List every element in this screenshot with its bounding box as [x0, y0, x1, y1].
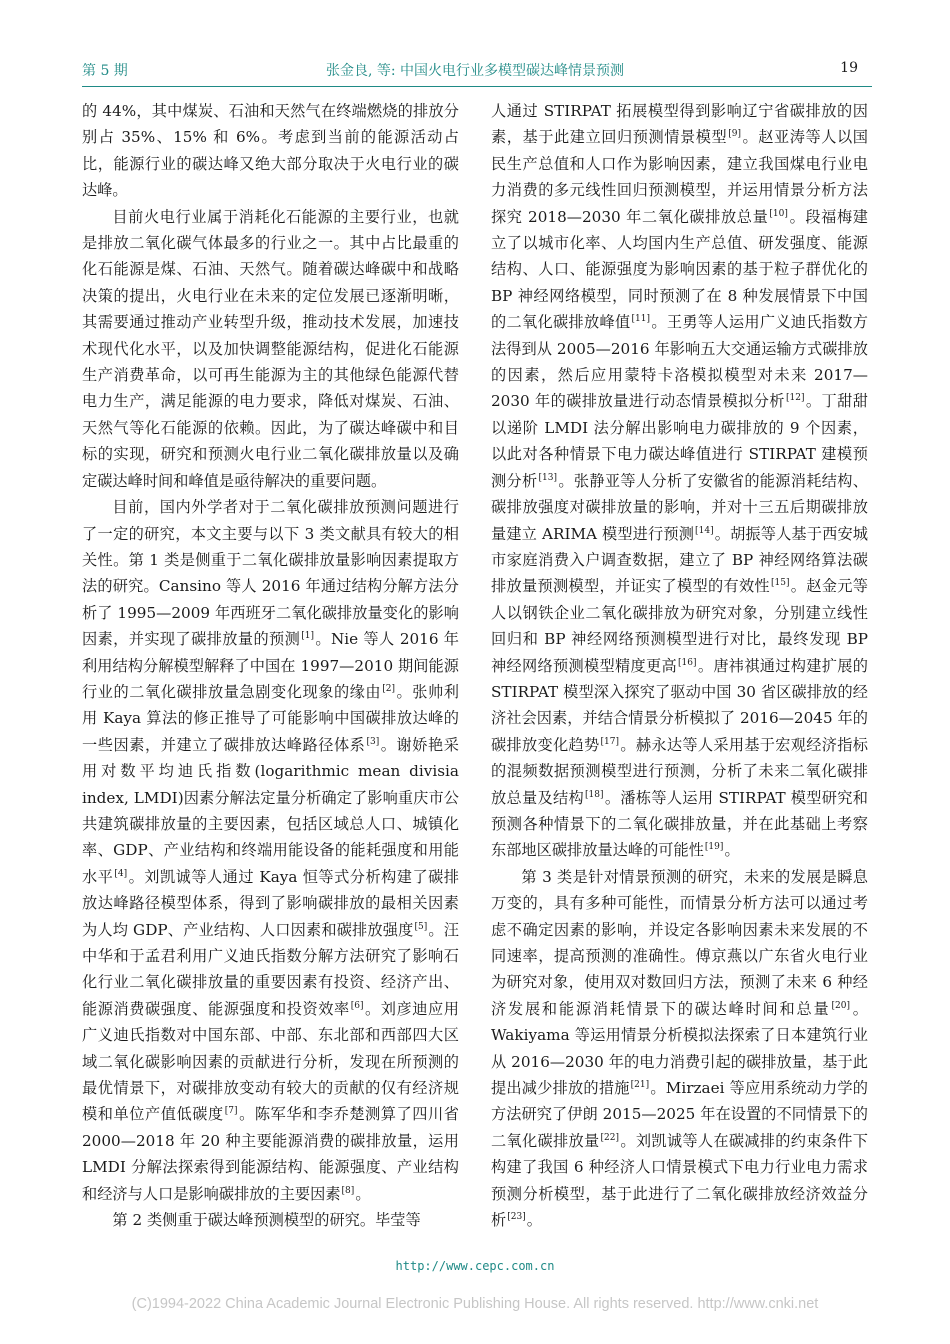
citation: [16]	[677, 657, 697, 668]
citation: [11]	[631, 314, 651, 325]
citation: [20]	[831, 1000, 851, 1011]
footer-url[interactable]: http://www.cepc.com.cn	[395, 1259, 555, 1273]
citation: [15]	[770, 578, 790, 589]
citation: [1]	[301, 631, 315, 642]
paragraph: 目前，国内外学者对于二氧化碳排放预测问题进行了一定的研究，本文主要与以下 3 类文献具有较大的相关性。第 1 类是侧重于二氧化碳排放量影响因素提取方法的研究。Cansino 等人 2016 年通过结构分解方法分析了 1995—2009 年西班牙二氧化碳排放量变化的影响因素，并实现了碳排放量的预测[1]。Nie 等人 2016 年利用结构分解模型解释了中国在 1997—2010 期间能源行业的二氧化碳排放量急剧变化现象的缘由[2]。张帅利用 Kaya 算法的修正推导了可能影响中国碳排放达峰的一些因素，并建立了碳排放达峰路径体系[3]。谢娇艳采用对数平均迪氏指数(logarithmic mean divisia index, LMDI)因素分解法定量分析确定了影响重庆市公共建筑碳排放量的主要因素，包括区域总人口、城镇化率、GDP、产业结构和终端用能设备的能耗强度和用能水平[4]。刘凯诚等人通过 Kaya 恒等式分析构建了碳排放达峰路径模型体系，得到了影响碳排放的最相关因素为人均 GDP、产业结构、人口因素和碳排放强度[5]。汪中华和于孟君利用广义迪氏指数分解方法研究了影响石化行业二氧化碳排放量的重要因素有投资、经济产出、能源消费碳强度、能源强度和投资效率[6]。刘彦迪应用广义迪氏指数对中国东部、中部、东北部和西部四大区域二氧化碳影响因素的贡献进行分析，发现在所预测的最优情景下，对碳排放变动有较大的贡献的仅有经济规模和单位产值低碳度[7]。陈军华和李乔楚测算了四川省 2000—2018 年 20 种主要能源消费的碳排放量，运用 LMDI 分解法探索得到能源结构、能源强度、产业结构和经济与人口是影响碳排放的主要因素[8]。	[82, 498, 460, 1203]
citation: [17]	[600, 736, 620, 747]
citation: [23]	[507, 1212, 526, 1223]
citation: [19]	[704, 842, 724, 853]
citation: [12]	[785, 393, 805, 404]
paragraph: 第 3 类是针对情景预测的研究，未来的发展是瞬息万变的，具有多种可能性，而情景分析方法可以通过考虑不确定因素的影响，并设定各影响因素未来发展的不同速率，提高预测的准确性。傅京燕以广东省火电行业为研究对象，使用双对数回归方法，预测了未来 6 种经济发展和能源消耗情景下的碳达峰时间和总量[20]。Wakiyama 等运用情景分析模拟法探索了日本建筑行业从 2016—2030 年的电力消费引起的碳排放量，基于此提出减少排放的措施[21]。Mirzaei 等应用系统动力学的方法研究了伊朗 2015—2025 年在设置的不同情景下的二氧化碳排放量[22]。刘凯诚等人在碳减排的约束条件下构建了我国 6 种经济人口情景模式下电力行业电力需求预测分析模型，基于此进行了二氧化碳排放经济效益分析[23]。	[491, 867, 868, 1230]
citation: [4]	[114, 868, 128, 879]
right-column	[491, 98, 868, 1233]
paragraph: 第 2 类侧重于碳达峰预测模型的研究。毕莹等	[112, 1211, 421, 1230]
citation: [10]	[769, 208, 788, 219]
citation: [5]	[414, 921, 428, 932]
running-title: 张金良, 等: 中国火电行业多模型碳达峰情景预测	[325, 63, 625, 79]
paragraph: 目前火电行业属于消耗化石能源的主要行业，也就是排放二氧化碳气体最多的行业之一。其中占比最重的化石能源是煤、石油、天然气。随着碳达峰碳中和战略决策的提出，火电行业在未来的定位发展已逐渐明晰，其需要通过推动产业转型升级，推动技术发展，加速技术现代化水平，以及加快调整能源结构，促进化石能源生产消费革命，以可再生能源为主的其他绿色能源代替电力生产，满足能源的电力要求，降低对煤炭、石油、天然气等化石能源的依赖。因此，为了碳达峰碳中和目标的实现，研究和预测火电行业二氧化碳排放量以及确定碳达峰时间和峰值是亟待解决的重要问题。	[82, 207, 459, 490]
citation: [7]	[224, 1106, 238, 1117]
citation: [6]	[350, 1000, 364, 1011]
citation: [22]	[600, 1132, 620, 1143]
citation: [2]	[382, 683, 395, 694]
citation: [3]	[366, 736, 380, 747]
citation: [18]	[584, 789, 604, 800]
page-number: 19	[840, 60, 858, 76]
running-header	[0, 0, 950, 90]
citation: [8]	[341, 1185, 355, 1196]
issue-number: 第 5 期	[82, 63, 128, 79]
header-rule	[82, 86, 872, 87]
citation: [13]	[538, 472, 558, 483]
citation: [14]	[695, 525, 714, 536]
copyright-notice: (C)1994-2022 China Academic Journal Electronic Publishing House. All rights reserved. http://www.cnki.net	[131, 1296, 819, 1312]
paragraph: 的 44%，其中煤炭、石油和天然气在终端燃烧的排放分别占 35%、15% 和 6%。考虑到当前的能源活动占比，能源行业的碳达峰又绝大部分取决于火电行业的碳达峰。	[82, 102, 459, 200]
citation: [21]	[630, 1080, 650, 1091]
paragraph: 人通过 STIRPAT 拓展模型得到影响辽宁省碳排放的因素，基于此建立回归预测情景模型[9]。赵亚涛等人以国民生产总值和人口作为影响因素，建立我国煤电行业电力消费的多元线性回归预测模型，并运用情景分析方法探究 2018—2030 年二氧化碳排放总量[10]。段福梅建立了以城市化率、人均国内生产总值、研发强度、能源结构、人口、能源强度为影响因素的基于粒子群优化的 BP 神经网络模型，同时预测了在 8 种发展情景下中国的二氧化碳排放峰值[11]。王勇等人运用广义迪氏指数方法得到从 2005—2016 年影响五大交通运输方式碳排放的因素，然后应用蒙特卡洛模拟模型对未来 2017—2030 年的碳排放量进行动态情景模拟分析[12]。丁甜甜以递阶 LMDI 法分解出影响电力碳排放的 9 个因素，以此对各种情景下电力碳达峰值进行 STIRPAT 建模预测分析[13]。张静亚等人分析了安徽省的能源消耗结构、碳排放强度对碳排放量的影响，并对十三五后期碳排放量建立 ARIMA 模型进行预测[14]。胡振等人基于西安城市家庭消费入户调查数据，建立了 BP 神经网络算法碳排放量预测模型，并证实了模型的有效性[15]。赵金元等人以钢铁企业二氧化碳排放为研究对象，分别建立线性回归和 BP 神经网络预测模型进行对比，最终发现 BP 神经网络预测模型精度更高[16]。唐祎祺通过构建扩展的 STIRPAT 模型深入探究了驱动中国 30 省区碳排放的经济社会因素，并结合情景分析模拟了 2016—2045 年的碳排放变化趋势[17]。赫永达等人采用基于宏观经济指标的混频数据预测模型进行预测，分析了未来二氧化碳排放总量及结构[18]。潘栋等人运用 STIRPAT 模型研究和预测各种情景下的二氧化碳排放量，并在此基础上考察东部地区碳排放量达峰的可能性[19]。	[491, 102, 869, 860]
citation: [9]	[728, 129, 742, 140]
left-column	[82, 98, 459, 1233]
